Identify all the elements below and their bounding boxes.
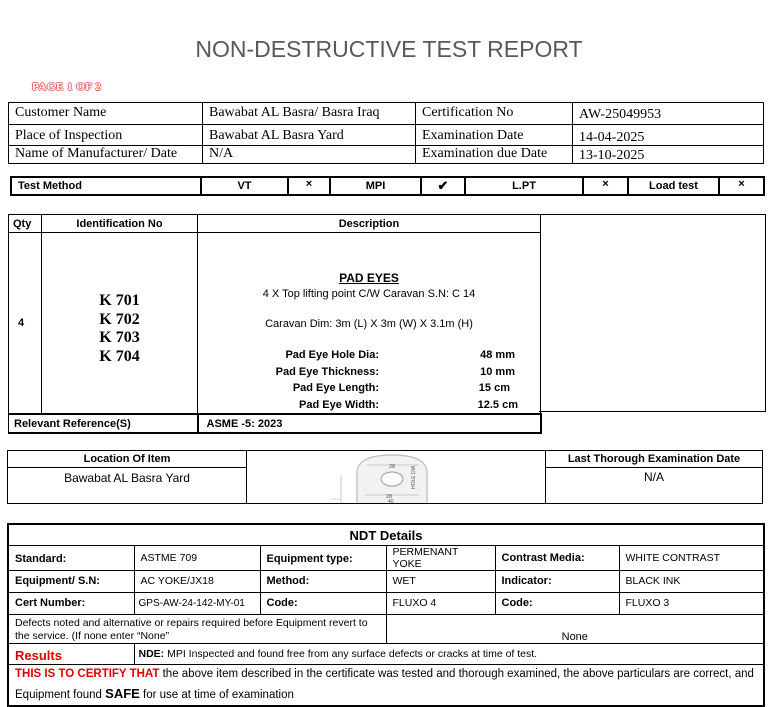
ndt-value: AC YOKE/JX18	[134, 570, 260, 592]
header-label: Certification No	[416, 103, 573, 125]
method-mark-icon: ×	[719, 177, 764, 195]
reference-label: Relevant Reference(S)	[9, 414, 198, 433]
header-value: Bawabat AL Basra Yard	[203, 125, 416, 146]
spec-label: Pad Eye Thickness:	[275, 365, 379, 378]
method-name: VT	[201, 177, 288, 195]
header-label: Customer Name	[9, 103, 203, 125]
header-value: N/A	[203, 146, 416, 164]
id-header: Identification No	[42, 215, 198, 233]
certify-lead: THIS IS TO CERTIFY THAT	[15, 667, 160, 680]
header-value: 14-04-2025	[573, 125, 764, 146]
method-mark-icon: ×	[583, 177, 628, 195]
ndt-label: Equipment/ S.N:	[8, 570, 134, 592]
ndt-value: WHITE CONTRAST	[619, 545, 764, 570]
header-value: Bawabat AL Basra/ Basra Iraq	[203, 103, 416, 125]
checkmark-icon: ✔	[421, 177, 465, 195]
safe-label: SAFE	[105, 685, 140, 701]
header-label: Name of Manufacturer/ Date	[9, 146, 203, 164]
identification-numbers	[42, 233, 198, 415]
description-header: Description	[198, 215, 541, 233]
ndt-value: WET	[386, 570, 495, 592]
method-name: MPI	[330, 177, 421, 195]
id-number: K 701	[99, 292, 140, 309]
pad-eye-sketch	[247, 450, 545, 504]
header-label: Place of Inspection	[9, 125, 203, 146]
location-box	[7, 450, 247, 504]
ndt-value: ASTME 709	[134, 545, 260, 570]
spec-value: 15 cm	[478, 382, 510, 394]
method-name: L.PT	[465, 177, 583, 195]
spec-value: 10 mm	[480, 365, 515, 378]
spec-row	[204, 347, 534, 364]
sketch-label: 28	[386, 494, 393, 500]
description-line: 4 X Top lifting point C/W Caravan S.N: C 14	[262, 288, 476, 300]
header-value: AW-25049953	[573, 103, 764, 125]
spec-list	[204, 347, 534, 413]
ndt-label: Method:	[260, 570, 386, 592]
report-title: NON-DESTRUCTIVE TEST REPORT	[195, 36, 583, 62]
ndt-value: FLUXO 4	[386, 592, 495, 614]
sketch-label: 40	[388, 499, 394, 504]
spec-label: Pad Eye Width:	[299, 398, 379, 411]
ndt-label: Standard:	[8, 545, 134, 570]
item-side-panel	[539, 214, 766, 412]
header-value: 13-10-2025	[573, 146, 764, 164]
ndt-label: Cert Number:	[8, 592, 134, 614]
ndt-label: Indicator:	[495, 570, 619, 592]
page-indicator: PAGE 1 OF 2	[32, 81, 102, 93]
id-number: K 704	[99, 347, 140, 365]
header-row	[9, 146, 764, 164]
spec-row	[204, 380, 534, 397]
spec-value: 48 mm	[480, 349, 515, 361]
spec-row	[204, 364, 534, 381]
ndt-value: PERMENANT YOKE	[386, 545, 495, 570]
spec-label: Pad Eye Length:	[292, 382, 379, 394]
spec-label: Pad Eye Hole Dia:	[285, 349, 379, 361]
header-row	[9, 125, 764, 146]
item-table	[8, 214, 542, 434]
ndt-label: Code:	[260, 592, 386, 614]
spec-row	[204, 397, 534, 414]
description-title: PAD EYES	[339, 271, 399, 285]
certification-statement	[8, 664, 764, 706]
ndt-label: Equipment type:	[260, 545, 386, 570]
sketch-label: 28	[389, 464, 396, 470]
qty-value: 4	[9, 233, 42, 415]
spec-value: 12.5 cm	[477, 398, 518, 411]
ndt-label: Code:	[495, 592, 619, 614]
header-label: Examination Date	[416, 125, 573, 146]
header-info-table	[8, 102, 764, 164]
test-method-label: Test Method	[11, 177, 201, 195]
description-line: Caravan Dim: 3m (L) X 3m (W) X 3.1m (H)	[265, 318, 473, 330]
last-exam-value: N/A	[643, 470, 664, 484]
last-exam-label: Last Thorough Examination Date	[546, 451, 762, 468]
id-number: K 702	[99, 310, 140, 328]
ndt-row	[8, 570, 764, 592]
header-row	[9, 103, 764, 125]
nde-result	[134, 643, 764, 664]
defects-label: Defects noted and alternative or repairs required before Equipment revert to the service. (If none enter “None”	[8, 614, 386, 643]
ndt-label: Contrast Media:	[495, 545, 619, 570]
pad-eye-drawing	[247, 451, 545, 503]
defects-value: None	[386, 614, 764, 643]
certify-text: for use at time of examination	[143, 688, 294, 701]
location-label: Location Of Item	[8, 451, 246, 468]
ndt-row	[8, 592, 764, 614]
nde-label: NDE:	[138, 647, 165, 660]
ndt-value: BLACK INK	[619, 570, 764, 592]
description-cell	[198, 233, 541, 415]
ndt-value: GPS-AW-24-142-MY-01	[134, 592, 260, 614]
header-label: Examination due Date	[416, 146, 573, 164]
test-method-table	[10, 176, 765, 196]
reference-value: ASME -5: 2023	[198, 414, 541, 433]
ndt-row	[8, 545, 764, 570]
id-number: K 703	[99, 329, 140, 346]
ndt-title: NDT Details	[8, 524, 764, 545]
nde-text: MPI Inspected and found free from any surface defects or cracks at time of test.	[167, 647, 538, 660]
certify-text: the above item described in the certificate was tested and thorough examined, the above particulars are correct, and Equipment found	[15, 667, 754, 701]
ndt-details-table	[7, 523, 765, 707]
sketch-label: HOLE DIA	[411, 465, 417, 489]
ndt-value: FLUXO 3	[619, 592, 764, 614]
method-name: Load test	[628, 177, 719, 195]
method-mark-icon: ×	[288, 177, 330, 195]
last-exam-box	[545, 450, 763, 504]
qty-header: Qty	[9, 215, 42, 233]
results-label: Results	[8, 643, 134, 664]
location-value: Bawabat AL Basra Yard	[64, 471, 190, 485]
